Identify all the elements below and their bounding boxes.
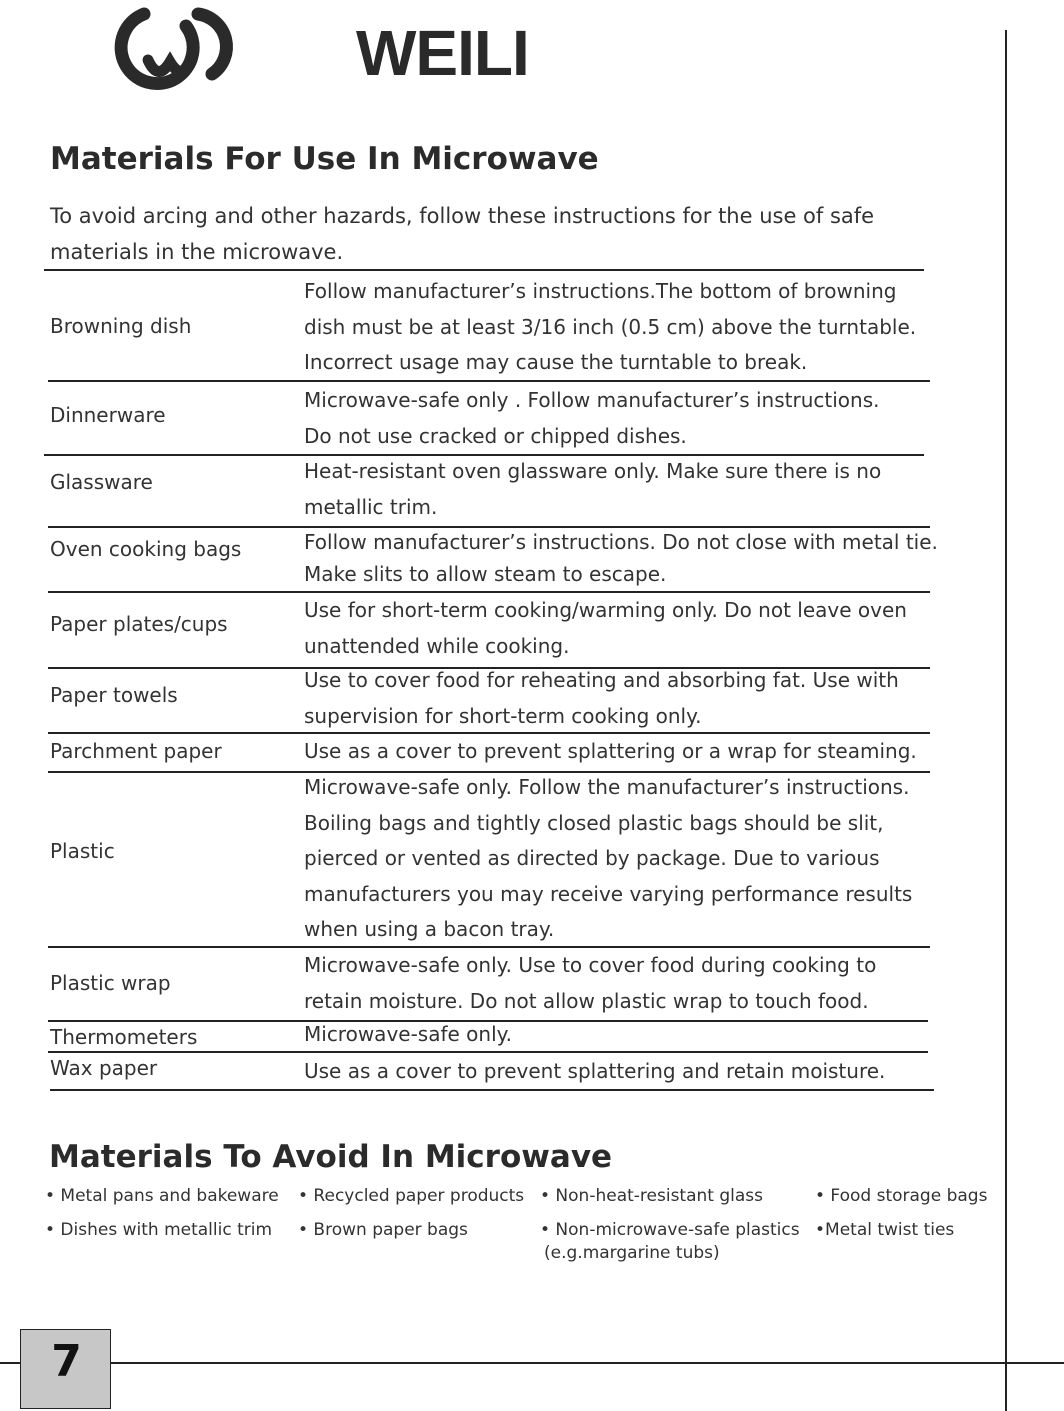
material-name: Wax paper bbox=[50, 1056, 158, 1080]
use-section-intro: To avoid arcing and other hazards, follow these instructions for the use of safe materials in the microwave. bbox=[50, 204, 875, 264]
page-number-box bbox=[20, 1329, 111, 1409]
avoid-item: • Non-microwave-safe plastics bbox=[540, 1220, 800, 1240]
avoid-item: • Non-heat-resistant glass bbox=[540, 1186, 763, 1206]
material-instructions: Microwave-safe only . Follow manufacturer’s instructions. Do not use cracked or chipped dishes. bbox=[304, 388, 880, 448]
material-name: Parchment paper bbox=[50, 739, 222, 763]
avoid-item: • Dishes with metallic trim bbox=[45, 1220, 273, 1240]
avoid-item: • Brown paper bags bbox=[298, 1220, 468, 1240]
material-instructions: Use to cover food for reheating and absorbing fat. Use with supervision for short-term cooking only. bbox=[304, 668, 899, 728]
material-name: Paper towels bbox=[50, 683, 178, 707]
material-instructions: Use as a cover to prevent splattering and retain moisture. bbox=[304, 1059, 886, 1083]
row-divider bbox=[48, 1051, 928, 1053]
avoid-section-title: Materials To Avoid In Microwave bbox=[49, 1139, 613, 1175]
right-margin-line bbox=[1005, 30, 1007, 1411]
use-section-title: Materials For Use In Microwave bbox=[50, 141, 599, 177]
material-instructions: Follow manufacturer’s instructions. Do not close with metal tie. Make slits to allow steam to escape. bbox=[304, 530, 938, 586]
material-name: Glassware bbox=[50, 470, 153, 494]
material-instructions: Use for short-term cooking/warming only. Do not leave oven unattended while cooking. bbox=[304, 598, 907, 658]
material-instructions: Microwave-safe only. Follow the manufacturer’s instructions. Boiling bags and tightly closed plastic bags should be slit, pierced or vented as directed by package. Due to various manufacturers you may receive varying performance results when using a bacon tray. bbox=[304, 775, 913, 941]
avoid-item: • Metal pans and bakeware bbox=[45, 1186, 279, 1206]
material-name: Browning dish bbox=[50, 314, 192, 338]
footer-rule bbox=[111, 1362, 1064, 1364]
avoid-item: •Metal twist ties bbox=[815, 1220, 955, 1240]
page-number: 7 bbox=[51, 1336, 82, 1387]
avoid-item: • Food storage bags bbox=[815, 1186, 988, 1206]
row-divider bbox=[48, 380, 930, 382]
material-instructions: Follow manufacturer’s instructions.The bottom of browning dish must be at least 3/16 inch (0.5 cm) above the turntable. Incorrect usage may cause the turntable to break. bbox=[304, 279, 917, 374]
material-instructions: Heat-resistant oven glassware only. Make sure there is no metallic trim. bbox=[304, 459, 882, 519]
material-name: Dinnerware bbox=[50, 403, 166, 427]
material-name: Oven cooking bags bbox=[50, 537, 242, 561]
table-bottom-rule bbox=[50, 1089, 934, 1091]
material-instructions: Microwave-safe only. Use to cover food during cooking to retain moisture. Do not allow plastic wrap to touch food. bbox=[304, 953, 877, 1013]
material-name: Thermometers bbox=[50, 1025, 198, 1049]
material-instructions: Use as a cover to prevent splattering or a wrap for steaming. bbox=[304, 739, 917, 763]
material-instructions: Microwave-safe only. bbox=[304, 1022, 512, 1046]
material-name: Plastic bbox=[50, 839, 115, 863]
material-name: Paper plates/cups bbox=[50, 612, 228, 636]
weili-logo-icon bbox=[100, 2, 240, 98]
footer-rule-left bbox=[0, 1362, 20, 1364]
logo bbox=[100, 2, 529, 98]
brand-name: WEILI bbox=[356, 17, 529, 89]
avoid-item-note: (e.g.margarine tubs) bbox=[544, 1243, 720, 1263]
table-top-rule bbox=[44, 269, 924, 271]
avoid-item: • Recycled paper products bbox=[298, 1186, 525, 1206]
material-name: Plastic wrap bbox=[50, 971, 171, 995]
